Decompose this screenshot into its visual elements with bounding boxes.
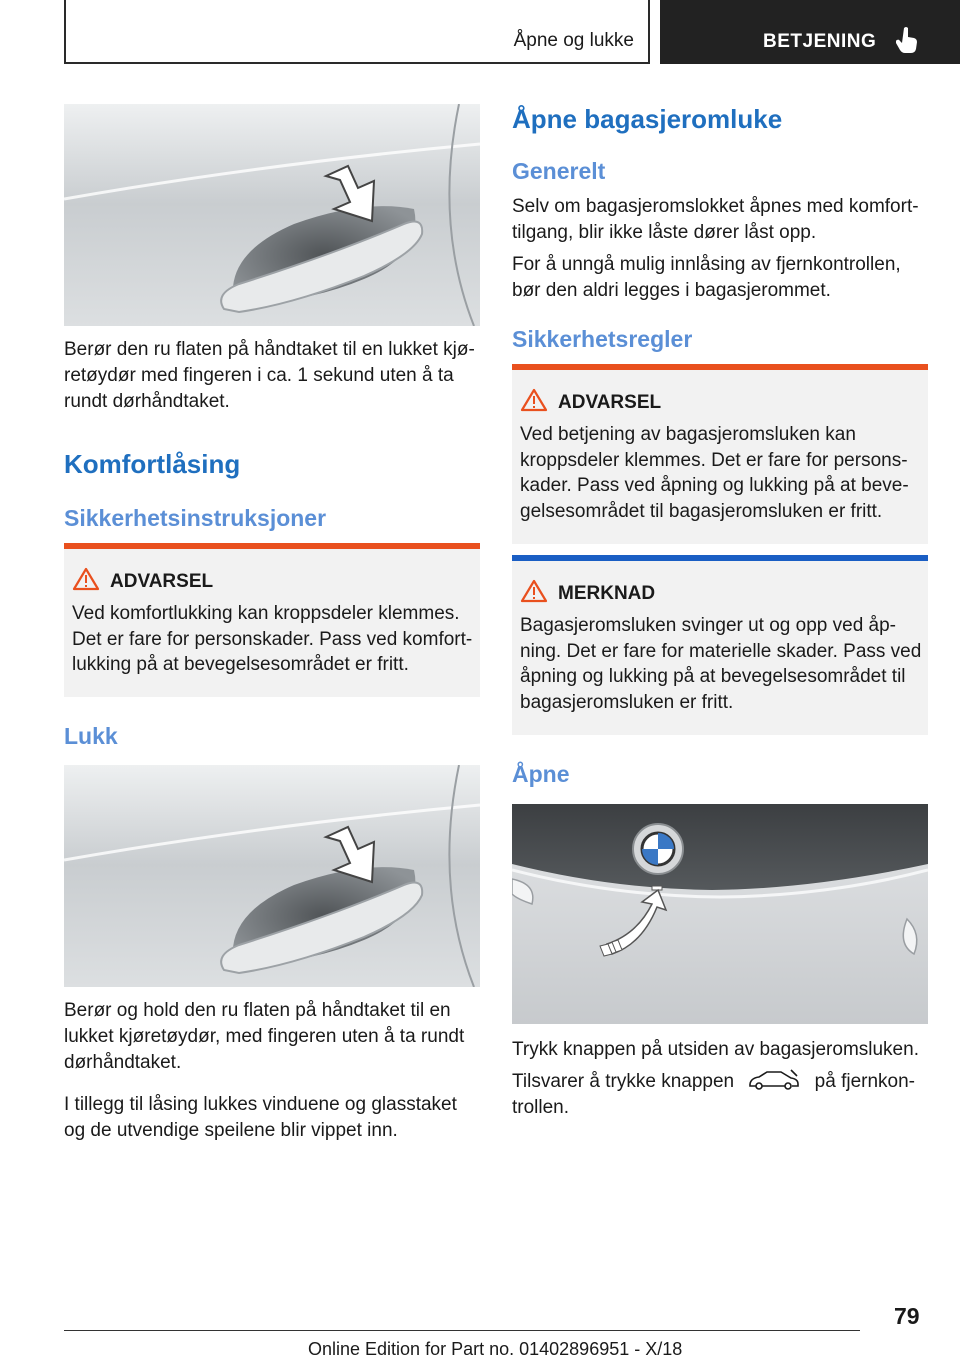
open-paragraph-2 <box>512 1069 928 1121</box>
heading-safety-instructions: Sikkerhetsinstruksjoner <box>64 505 327 531</box>
warning-title: ADVARSEL <box>558 392 662 413</box>
open-paragraph-2-start: Tilsvarer å trykke knappen <box>512 1071 735 1092</box>
page-number: 79 <box>894 1303 920 1329</box>
heading-close: Lukk <box>64 723 118 749</box>
heading-open-trunk: Åpne bagasjeromluke <box>512 104 783 134</box>
hand-pointer-icon <box>896 26 920 54</box>
door-handle-photo-1 <box>64 104 480 326</box>
footer-divider <box>64 1330 860 1331</box>
section-label: BETJENING <box>763 31 877 52</box>
header-section-box <box>660 0 960 64</box>
heading-open: Åpne <box>512 761 570 787</box>
heading-comfort-locking: Komfortlåsing <box>64 449 241 479</box>
header-chapter-box <box>64 0 650 64</box>
caption-windows-close: I tillegg til låsing lukkes vinduene og glasstaket og de utvendige speilene blir vippet inn. <box>64 1094 457 1141</box>
notice-title: MERKNAD <box>558 583 656 604</box>
notice-text: Bagasjeromsluken svinger ut og opp ved åp‐ning. Det er fare for materielle skader. Pass ved åpning og lukking på at bevegelsesområdet til bagasjeromsluken er fritt. <box>520 615 922 713</box>
trunk-button-photo <box>512 804 928 1024</box>
notice-box-trunk <box>512 555 928 735</box>
heading-general: Generelt <box>512 158 606 184</box>
footer-edition: Online Edition for Part no. 01402896951 - X/18 <box>308 1339 683 1359</box>
notice-bar <box>512 555 928 561</box>
car-trunk-icon <box>747 1069 801 1091</box>
heading-safety-rules: Sikkerhetsregler <box>512 326 693 352</box>
door-handle-photo-2 <box>64 765 480 987</box>
warning-box-comfort <box>64 543 480 697</box>
warning-bar <box>64 543 480 549</box>
caption-hold-handle: Berør og hold den ru flaten på håndtaket til en lukket kjøretøydør, med fingeren uten å ta rundt dørhåndtaket. <box>64 1000 465 1073</box>
warning-triangle-icon <box>520 388 548 412</box>
general-paragraph-1: Selv om bagasjeromslokket åpnes med komfort‐tilgang, blir ikke låste dører låst opp. <box>512 196 919 243</box>
trunk-button-illustration <box>512 804 928 1024</box>
general-paragraph-2: For å unngå mulig innlåsing av fjernkontrollen, bør den aldri legges i bagasjerommet. <box>512 254 901 301</box>
warning-triangle-icon <box>72 567 100 591</box>
warning-title: ADVARSEL <box>110 571 214 592</box>
warning-box-trunk <box>512 364 928 544</box>
warning-bar <box>512 364 928 370</box>
door-handle-illustration <box>64 104 480 326</box>
open-paragraph-1: Trykk knappen på utsiden av bagasjeromsluken. <box>512 1039 919 1060</box>
open-paragraph-2-end: på fjernkon‐trollen. <box>512 1071 916 1118</box>
warning-text: Ved komfortlukking kan kroppsdeler klemmes. Det er fare for personskader. Pass ved komfort‐lukking på at bevegelsesområdet er fritt. <box>72 603 473 675</box>
caption-touch-handle: Berør den ru flaten på håndtaket til en lukket kjø‐retøydør med fingeren i ca. 1 sekund uten å ta rundt dørhåndtaket. <box>64 339 475 412</box>
warning-text: Ved betjening av bagasjeromsluken kan kroppsdeler klemmes. Det er fare for persons‐kader. Pass ved åpning og lukking på at beve‐gelsesområdet til bagasjeromsluken er fritt. <box>520 424 909 522</box>
door-handle-illustration-2 <box>64 765 480 987</box>
notice-triangle-icon <box>520 579 548 603</box>
chapter-title: Åpne og lukke <box>513 30 634 51</box>
